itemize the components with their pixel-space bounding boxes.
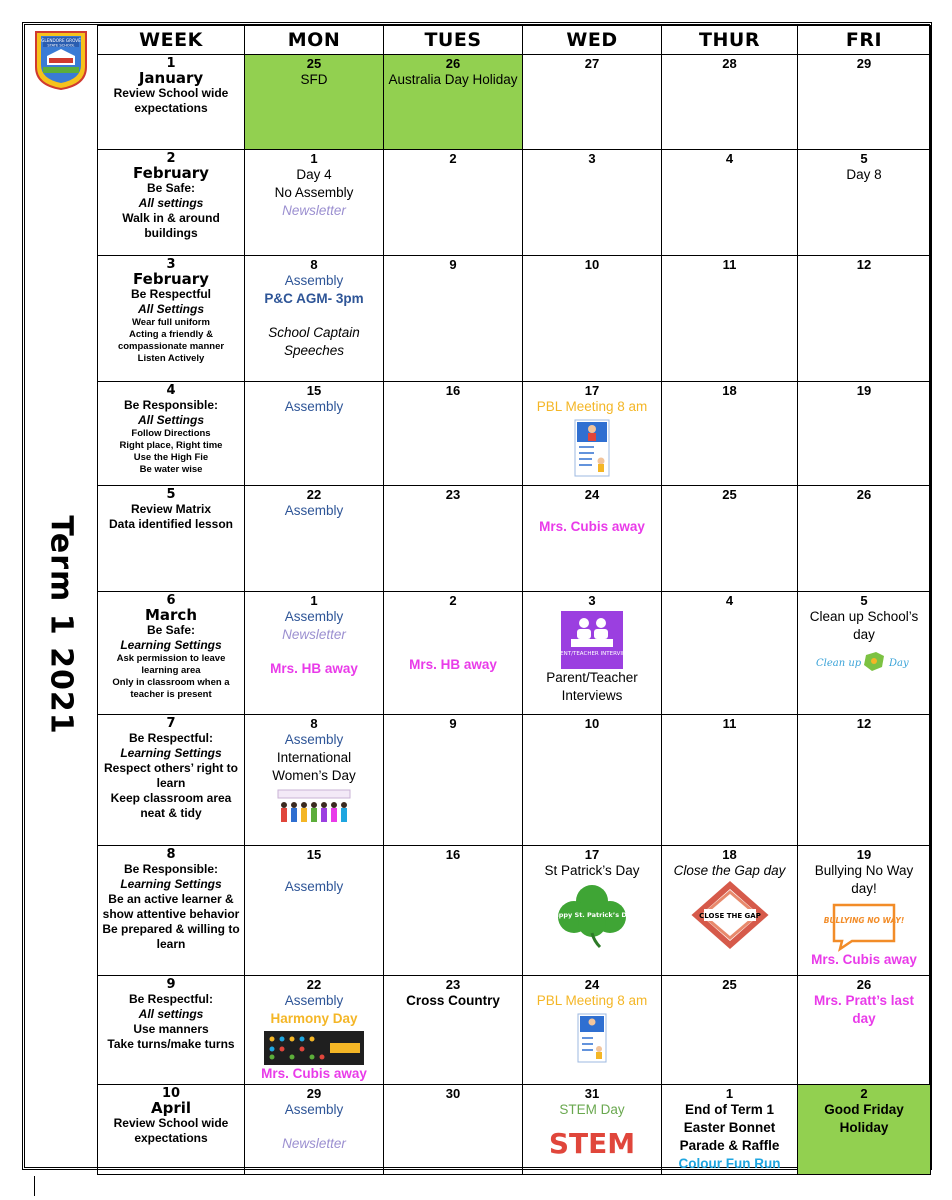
event: Parent/Teacher Interviews xyxy=(546,670,638,703)
day-cell xyxy=(245,256,384,382)
day-number: 2 xyxy=(449,151,457,166)
day-cell xyxy=(798,256,931,382)
day-number: 27 xyxy=(584,56,600,71)
newsletter-event: Newsletter xyxy=(282,1136,346,1151)
week-rule: Only in classroom when a teacher is present xyxy=(112,677,230,700)
day-number: 29 xyxy=(856,56,872,71)
day-cell xyxy=(245,715,384,846)
week-month: April xyxy=(150,1099,192,1117)
day-cell xyxy=(798,715,931,846)
interviews-poster-text: PARENT/TEACHER INTERVIEWS xyxy=(549,651,635,657)
day-number: 19 xyxy=(856,847,872,862)
assembly-event: Assembly xyxy=(284,732,344,747)
week-number: 6 xyxy=(166,593,176,608)
logo-text-top: GLENDORE GROVE xyxy=(41,38,81,43)
day-cell xyxy=(798,55,931,150)
week-setting: Learning Settings xyxy=(120,746,222,760)
day-cell xyxy=(384,486,523,592)
term-sidebar xyxy=(25,25,97,1167)
day-number: 24 xyxy=(584,487,600,502)
event: Easter Bonnet Parade & Raffle xyxy=(679,1120,780,1153)
day-cell xyxy=(662,976,798,1085)
week-rule: Walk in & around buildings xyxy=(122,211,220,240)
week-number: 8 xyxy=(166,847,176,862)
assembly-event: Assembly xyxy=(284,273,344,288)
week-month: March xyxy=(144,606,198,624)
staff-away-event: Mrs. Cubis away xyxy=(539,519,645,534)
harmony-day-banner-icon xyxy=(264,1031,364,1065)
clean-up-logo-text: Clean up xyxy=(816,658,862,669)
week-focus: Be Respectful: xyxy=(128,731,214,745)
day-number: 26 xyxy=(856,977,872,992)
assembly-event: Assembly xyxy=(284,879,344,894)
day-cell xyxy=(384,55,523,150)
week-setting: All Settings xyxy=(137,302,204,316)
day-number: 16 xyxy=(445,383,461,398)
day-cell xyxy=(245,150,384,256)
event: St Patrick’s Day xyxy=(544,863,640,878)
week-row xyxy=(98,1085,931,1175)
colour-run-event: Colour Fun Run xyxy=(678,1156,781,1171)
day-cell xyxy=(523,846,662,976)
day-cell xyxy=(384,592,523,715)
day-number: 12 xyxy=(856,257,872,272)
event: Australia Day Holiday xyxy=(388,72,518,87)
staff-event: Mrs. Pratt’s last day xyxy=(813,993,915,1026)
staff-away-event: Mrs. Cubis away xyxy=(261,1066,367,1081)
day-cell xyxy=(384,256,523,382)
day-number: 11 xyxy=(722,716,737,731)
day-cell xyxy=(798,150,931,256)
day-cell xyxy=(245,1085,384,1175)
day-number: 15 xyxy=(306,847,322,862)
day-cell xyxy=(662,486,798,592)
day-cell xyxy=(523,592,662,715)
interviews-poster-icon xyxy=(549,611,635,669)
header-week: WEEK xyxy=(98,26,245,55)
week-rule: Be water wise xyxy=(139,464,203,475)
week-focus: Be Responsible: xyxy=(123,398,219,412)
day-number: 5 xyxy=(860,593,868,608)
event: Day 8 xyxy=(846,167,882,182)
event: End of Term 1 xyxy=(684,1102,774,1117)
assembly-event: Assembly xyxy=(284,503,344,518)
week-cell xyxy=(98,846,245,976)
term-calendar xyxy=(97,25,931,1175)
day-number: 10 xyxy=(584,716,600,731)
event: School Captain Speeches xyxy=(268,325,360,358)
harmony-day-event: Harmony Day xyxy=(270,1011,358,1026)
event: Cross Country xyxy=(406,993,500,1008)
week-focus: Be Safe: xyxy=(146,623,196,637)
day-cell xyxy=(523,150,662,256)
week-focus: Be Respectful xyxy=(130,287,212,301)
week-number: 7 xyxy=(166,716,176,731)
womens-day-illustration-icon xyxy=(274,788,354,830)
day-number: 15 xyxy=(306,383,322,398)
day-cell xyxy=(798,976,931,1085)
bullying-no-way-text: BULLYING NO WAY! xyxy=(823,916,905,925)
day-number: 17 xyxy=(584,847,600,862)
newsletter-event: Newsletter xyxy=(282,627,346,642)
day-number: 8 xyxy=(310,257,318,272)
event: Day 4 xyxy=(296,167,332,182)
week-number: 1 xyxy=(166,56,176,71)
day-number: 3 xyxy=(588,593,596,608)
week-number: 5 xyxy=(166,487,176,502)
newsletter-event: Newsletter xyxy=(282,203,346,218)
day-cell xyxy=(384,976,523,1085)
day-number: 3 xyxy=(588,151,596,166)
week-setting: All settings xyxy=(138,1007,204,1021)
day-cell xyxy=(245,486,384,592)
week-rule: Take turns/make turns xyxy=(107,1037,235,1051)
week-number: 10 xyxy=(161,1086,181,1101)
assembly-event: Assembly xyxy=(284,609,344,624)
week-row xyxy=(98,55,931,150)
week-focus: Data identified lesson xyxy=(108,517,234,531)
pbl-meeting-event: PBL Meeting 8 am xyxy=(536,993,648,1008)
week-setting: Learning Settings xyxy=(120,638,222,652)
week-rule: Be prepared & willing to learn xyxy=(102,922,240,951)
event: Good Friday Holiday xyxy=(824,1102,904,1135)
week-month: January xyxy=(138,69,204,87)
day-number: 17 xyxy=(584,383,600,398)
day-cell xyxy=(523,256,662,382)
day-number: 24 xyxy=(584,977,600,992)
day-cell xyxy=(662,382,798,486)
week-cell xyxy=(98,55,245,150)
week-rule: Respect others’ right to learn xyxy=(103,761,239,790)
week-number: 4 xyxy=(166,383,176,398)
day-cell xyxy=(245,382,384,486)
week-cell xyxy=(98,592,245,715)
day-cell xyxy=(245,592,384,715)
day-number: 25 xyxy=(722,487,737,502)
week-row xyxy=(98,715,931,846)
day-number: 5 xyxy=(860,151,868,166)
day-number: 9 xyxy=(449,716,457,731)
day-number: 23 xyxy=(445,487,461,502)
day-cell xyxy=(384,382,523,486)
stem-day-event: STEM Day xyxy=(559,1102,625,1117)
week-row xyxy=(98,382,931,486)
week-rule: Use manners xyxy=(133,1022,209,1036)
event: No Assembly xyxy=(274,185,354,200)
day-cell xyxy=(523,382,662,486)
day-cell xyxy=(384,846,523,976)
clean-up-day-text: Day xyxy=(889,658,909,669)
day-number: 22 xyxy=(306,977,322,992)
day-number: 28 xyxy=(722,56,737,71)
day-cell xyxy=(662,846,798,976)
week-rule: Use the High Fie xyxy=(133,452,209,463)
day-number: 12 xyxy=(856,716,872,731)
day-cell xyxy=(798,382,931,486)
bullying-no-way-logo-icon xyxy=(823,901,905,951)
shamrock-icon xyxy=(548,883,636,949)
week-setting: Learning Settings xyxy=(120,877,222,891)
day-cell xyxy=(662,715,798,846)
day-cell xyxy=(523,486,662,592)
day-number: 16 xyxy=(445,847,461,862)
day-cell xyxy=(523,55,662,150)
day-cell xyxy=(798,592,931,715)
pbl-meeting-event: PBL Meeting 8 am xyxy=(536,399,648,414)
day-cell xyxy=(523,976,662,1085)
day-cell xyxy=(384,150,523,256)
pbl-poster-icon xyxy=(577,1013,607,1063)
week-rule: Listen Actively xyxy=(137,353,205,364)
week-cell xyxy=(98,976,245,1085)
week-focus: Review Matrix xyxy=(130,502,212,516)
week-rule: Keep classroom area neat & tidy xyxy=(110,791,232,820)
header-thur: THUR xyxy=(662,26,798,55)
day-number: 11 xyxy=(722,257,737,272)
day-number: 8 xyxy=(310,716,318,731)
header-tues: TUES xyxy=(384,26,523,55)
header-fri: FRI xyxy=(798,26,931,55)
day-number: 30 xyxy=(445,1086,461,1101)
week-setting: All Settings xyxy=(137,413,204,427)
week-setting: All settings xyxy=(138,196,204,210)
event: Bullying No Way day! xyxy=(814,863,914,896)
staff-away-event: Mrs. HB away xyxy=(270,661,358,676)
clean-up-day-logo-icon xyxy=(814,647,914,677)
day-number: 9 xyxy=(449,257,457,272)
week-focus: Review School wide expectations xyxy=(113,1116,229,1145)
day-cell xyxy=(798,1085,931,1175)
text-cursor xyxy=(34,1176,35,1196)
week-cell xyxy=(98,256,245,382)
day-cell xyxy=(662,1085,798,1175)
day-number: 18 xyxy=(722,383,737,398)
pc-agm-event: P&C AGM- 3pm xyxy=(264,291,364,306)
week-month: February xyxy=(133,270,209,288)
week-cell xyxy=(98,1085,245,1175)
logo-text-sub: STATE SCHOOL xyxy=(47,43,75,48)
week-row xyxy=(98,976,931,1085)
week-row xyxy=(98,486,931,592)
week-number: 3 xyxy=(166,257,176,272)
shamrock-text: Happy St. Patrick’s Day xyxy=(548,911,636,919)
day-cell xyxy=(523,1085,662,1175)
school-logo-icon xyxy=(33,29,89,91)
assembly-event: Assembly xyxy=(284,1102,344,1117)
term-title: Term 1 2021 xyxy=(43,515,79,735)
close-the-gap-logo-icon xyxy=(692,883,768,947)
day-number: 22 xyxy=(306,487,322,502)
week-rule: Acting a friendly & compassionate manner xyxy=(117,329,225,352)
close-the-gap-text: CLOSE THE GAP xyxy=(698,912,761,920)
day-number: 23 xyxy=(445,977,461,992)
day-cell xyxy=(384,715,523,846)
week-rule: Follow Directions xyxy=(131,428,211,439)
pbl-poster-icon xyxy=(574,419,610,477)
week-rule: Be an active learner & show attentive behavior xyxy=(102,892,240,921)
week-month: February xyxy=(133,164,209,182)
header-wed: WED xyxy=(523,26,662,55)
day-cell xyxy=(662,256,798,382)
week-focus: Review School wide expectations xyxy=(113,86,229,115)
header-row xyxy=(98,26,931,55)
week-row xyxy=(98,150,931,256)
day-cell xyxy=(523,715,662,846)
day-cell xyxy=(662,55,798,150)
day-number: 26 xyxy=(445,56,461,71)
day-cell xyxy=(798,486,931,592)
header-mon: MON xyxy=(245,26,384,55)
week-rule: Right place, Right time xyxy=(119,440,223,451)
day-cell xyxy=(245,976,384,1085)
week-cell xyxy=(98,715,245,846)
day-number: 1 xyxy=(310,593,318,608)
week-row xyxy=(98,592,931,715)
day-number: 4 xyxy=(725,593,734,608)
week-row xyxy=(98,256,931,382)
week-number: 2 xyxy=(166,151,176,166)
day-cell xyxy=(245,846,384,976)
stem-logo-text: STEM xyxy=(548,1127,636,1160)
staff-away-event: Mrs. Cubis away xyxy=(811,952,917,967)
week-cell xyxy=(98,150,245,256)
day-cell xyxy=(245,55,384,150)
week-cell xyxy=(98,486,245,592)
day-number: 1 xyxy=(310,151,318,166)
event: SFD xyxy=(300,72,328,87)
day-number: 2 xyxy=(860,1086,868,1101)
day-number: 10 xyxy=(584,257,600,272)
event: Close the Gap day xyxy=(673,863,786,878)
week-focus: Be Respectful: xyxy=(128,992,214,1006)
assembly-event: Assembly xyxy=(284,399,344,414)
day-cell xyxy=(662,150,798,256)
stem-logo-icon xyxy=(547,1122,637,1162)
day-number: 25 xyxy=(722,977,737,992)
day-number: 4 xyxy=(725,151,734,166)
day-number: 18 xyxy=(722,847,737,862)
week-rule: Ask permission to leave learning area xyxy=(116,653,226,676)
day-cell xyxy=(798,846,931,976)
event: Clean up School’s day xyxy=(809,609,919,642)
week-rule: Wear full uniform xyxy=(132,317,210,328)
staff-away-event: Mrs. HB away xyxy=(409,657,497,672)
day-number: 19 xyxy=(856,383,872,398)
day-number: 26 xyxy=(856,487,872,502)
day-number: 29 xyxy=(306,1086,322,1101)
day-number: 31 xyxy=(584,1086,600,1101)
event: International Women’s Day xyxy=(272,750,356,783)
week-focus: Be Responsible: xyxy=(123,862,219,876)
week-cell xyxy=(98,382,245,486)
week-row xyxy=(98,846,931,976)
day-number: 1 xyxy=(725,1086,734,1101)
week-focus: Be Safe: xyxy=(146,181,196,195)
day-cell xyxy=(662,592,798,715)
day-number: 2 xyxy=(449,593,457,608)
week-number: 9 xyxy=(166,977,176,992)
day-number: 25 xyxy=(306,56,322,71)
assembly-event: Assembly xyxy=(284,993,344,1008)
day-cell xyxy=(384,1085,523,1175)
